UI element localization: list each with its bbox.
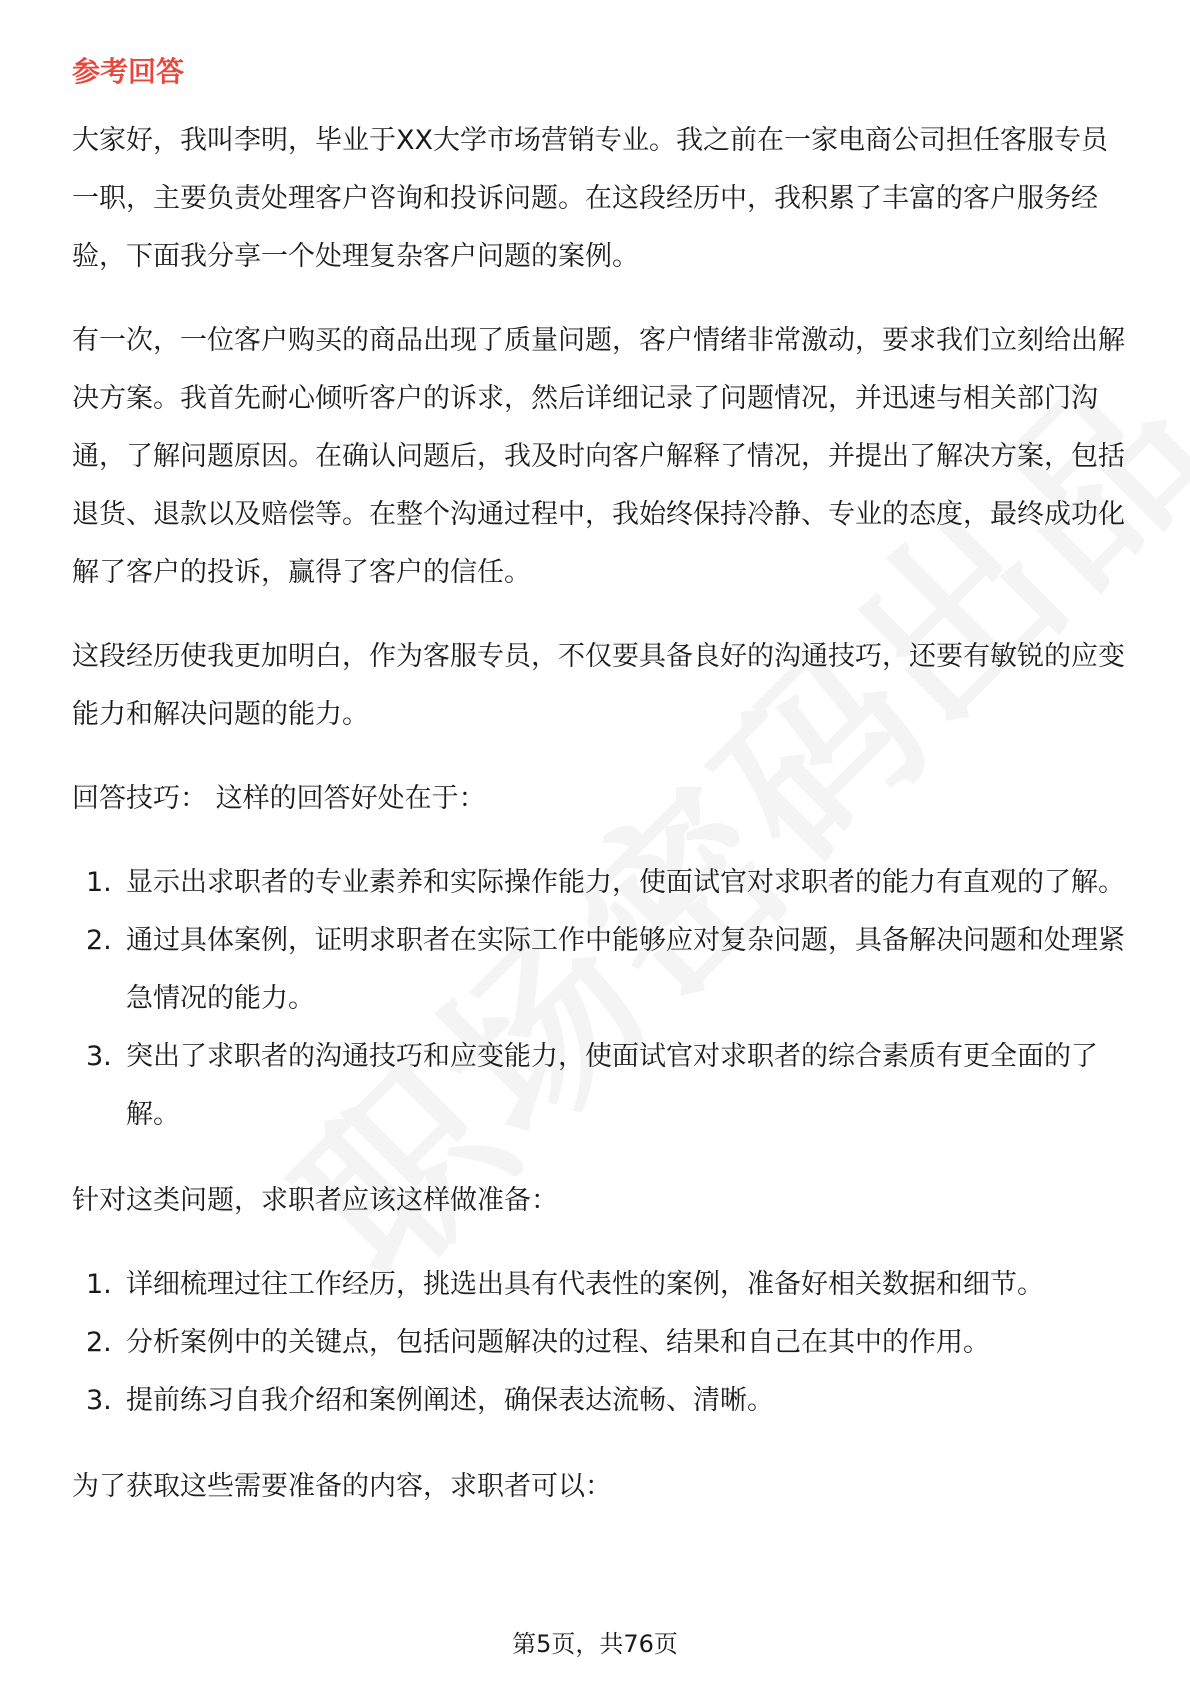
list-item — [72, 1372, 1132, 1430]
paragraph-summary: 这段经历使我更加明白，作为客服专员，不仅要具备良好的沟通技巧，还要有敏锐的应变能力和解决问题的能力。 — [72, 641, 1125, 730]
list-text: 突出了求职者的沟通技巧和应变能力，使面试官对求职者的综合素质有更全面的了解。 — [126, 1041, 1098, 1130]
paragraph-case: 有一次，一位客户购买的商品出现了质量问题，客户情绪非常激动，要求我们立刻给出解决方案。我首先耐心倾听客户的诉求，然后详细记录了问题情况，并迅速与相关部门沟通，了解问题原因。在确认问题后，我及时向客户解释了情况，并提出了解决方案，包括退货、退款以及赔偿等。在整个沟通过程中，我始终保持冷静、专业的态度，最终成功化解了客户的投诉，赢得了客户的信任。 — [72, 325, 1125, 588]
list-text: 显示出求职者的专业素养和实际操作能力，使面试官对求职者的能力有直观的了解。 — [126, 867, 1125, 898]
prep-intro: 针对这类问题，求职者应该这样做准备： — [72, 1185, 558, 1216]
list-text: 提前练习自我介绍和案例阐述，确保表达流畅、清晰。 — [126, 1385, 774, 1416]
list-number: 3. — [86, 1041, 112, 1072]
list-item — [72, 912, 1132, 1028]
list-number: 2. — [86, 1327, 112, 1358]
prep-list — [72, 1256, 1132, 1430]
closing-text: 为了获取这些需要准备的内容，求职者可以： — [72, 1471, 612, 1502]
list-item — [72, 1314, 1132, 1372]
tips-intro: 回答技巧： 这样的回答好处在于： — [72, 783, 486, 814]
list-text: 分析案例中的关键点，包括问题解决的过程、结果和自己在其中的作用。 — [126, 1327, 990, 1358]
section-heading: 参考回答 — [72, 55, 185, 88]
list-number: 3. — [86, 1385, 112, 1416]
tips-list — [72, 854, 1132, 1144]
list-text: 通过具体案例，证明求职者在实际工作中能够应对复杂问题，具备解决问题和处理紧急情况的能力。 — [126, 925, 1125, 1014]
main-content — [72, 44, 1132, 1542]
list-number: 1. — [86, 1269, 112, 1300]
list-number: 1. — [86, 867, 112, 898]
list-item — [72, 1256, 1132, 1314]
paragraph-intro: 大家好，我叫李明，毕业于XX大学市场营销专业。我之前在一家电商公司担任客服专员一职，主要负责处理客户咨询和投诉问题。在这段经历中，我积累了丰富的客户服务经验，下面我分享一个处理复杂客户问题的案例。 — [72, 125, 1108, 272]
list-item — [72, 1028, 1132, 1144]
list-text: 详细梳理过往工作经历，挑选出具有代表性的案例，准备好相关数据和细节。 — [126, 1269, 1044, 1300]
list-item — [72, 854, 1132, 912]
page-footer: 第5页，共76页 — [512, 1630, 678, 1658]
list-number: 2. — [86, 925, 112, 956]
